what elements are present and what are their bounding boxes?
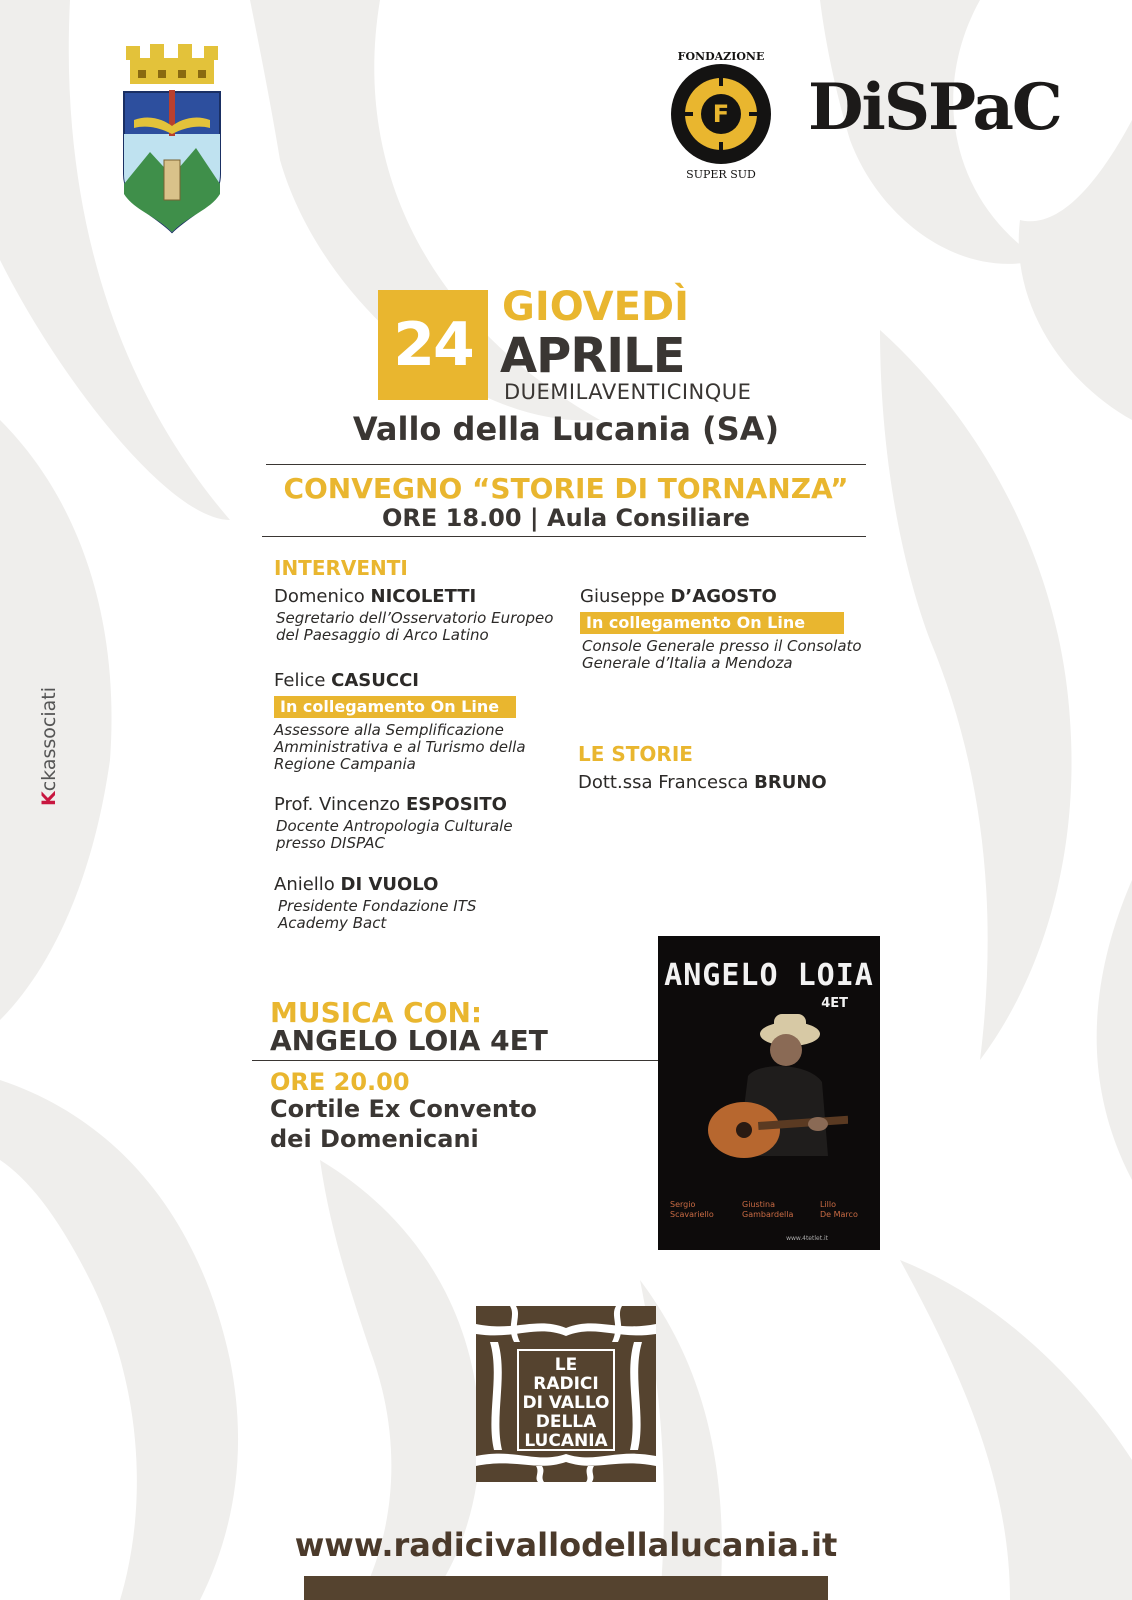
storie-name <box>578 772 827 793</box>
municipal-coat-of-arms-icon <box>120 44 224 234</box>
poster-credit <box>742 1200 793 1220</box>
speaker-last-name: ESPOSITO <box>405 794 507 815</box>
fondazione-top-text: FONDAZIONE <box>677 50 765 63</box>
divider <box>266 464 866 465</box>
speaker-first-name: Domenico <box>274 586 365 607</box>
interventi-heading: INTERVENTI <box>274 556 408 580</box>
speaker-role <box>276 818 513 852</box>
storie-heading: LE STORIE <box>578 742 693 766</box>
fondazione-bottom-text: SUPER SUD <box>686 168 756 181</box>
speaker-role-line: Presidente Fondazione ITS <box>278 897 477 915</box>
side-credit-text: ckassociati <box>38 686 60 792</box>
speaker-role-line: Assessore alla Semplificazione <box>274 721 504 739</box>
date-day: 24 <box>393 310 473 380</box>
fondazione-logo-letter: F <box>712 100 730 128</box>
speaker-last-name: NICOLETTI <box>370 586 477 607</box>
date-day-box <box>378 290 488 400</box>
speaker-last-name: D’AGOSTO <box>670 586 777 607</box>
date-weekday: GIOVEDÌ <box>502 284 690 330</box>
speaker-role <box>276 610 553 644</box>
poster-credit-line: Lillo <box>820 1200 837 1209</box>
speaker-role-line: Segretario dell’Osservatorio Europeo <box>276 609 554 627</box>
guitarist-photo <box>698 1006 848 1166</box>
speaker-first-name: Felice <box>274 670 326 691</box>
speaker-first-name: Aniello <box>274 874 335 895</box>
online-badge: In collegamento On Line <box>580 612 844 634</box>
speaker-last-name: CASUCCI <box>331 670 419 691</box>
poster-credit-line: Gambardella <box>742 1210 794 1219</box>
speaker-name <box>274 794 507 815</box>
poster-url: www.4tetlet.it <box>786 1235 828 1242</box>
convegno-title: CONVEGNO “STORIE DI TORNANZA” <box>283 472 849 505</box>
speaker-role-line: Regione Campania <box>274 755 416 773</box>
date-year: DUEMILAVENTICINQUE <box>504 380 752 404</box>
music-heading: MUSICA CON: <box>270 996 483 1029</box>
speaker-name <box>580 586 777 607</box>
poster-credit <box>820 1200 858 1220</box>
speaker-role-line: del Paesaggio di Arco Latino <box>276 626 489 644</box>
speaker-name <box>274 874 438 895</box>
poster-credit <box>670 1200 714 1220</box>
divider <box>262 536 866 537</box>
poster-credit-line: Sergio <box>670 1200 696 1209</box>
concert-poster <box>658 936 880 1250</box>
speaker-role-line: presso DISPAC <box>276 834 386 852</box>
radici-logo-text: LE RADICI DI VALLO DELLA LUCANIA <box>522 1355 610 1451</box>
speaker-first-name: Prof. Vincenzo <box>274 794 401 815</box>
footer-bar <box>304 1576 828 1600</box>
speaker-role <box>278 898 476 932</box>
speaker-last-name: DI VUOLO <box>340 874 439 895</box>
music-time: ORE 20.00 <box>270 1068 410 1096</box>
poster-credit-line: De Marco <box>820 1210 858 1219</box>
speaker-name <box>274 586 476 607</box>
dispac-logo: DiSPaC <box>808 70 1061 145</box>
poster-subtitle: 4ET <box>821 996 848 1011</box>
speaker-name <box>274 670 419 691</box>
storie-first-name: Dott.ssa Francesca <box>578 772 749 793</box>
storie-last-name: BRUNO <box>754 772 827 793</box>
speaker-role <box>274 722 526 773</box>
poster-credit-line: Giustina <box>742 1200 775 1209</box>
music-place: Cortile Ex Convento dei Domenicani <box>270 1095 537 1153</box>
speaker-role <box>582 638 862 672</box>
convegno-time-place: ORE 18.00 | Aula Consiliare <box>382 504 750 532</box>
speaker-role-line: Amministrativa e al Turismo della <box>274 738 526 756</box>
speaker-first-name: Giuseppe <box>580 586 665 607</box>
music-band: ANGELO LOIA 4ET <box>270 1024 548 1057</box>
side-credit <box>38 687 60 806</box>
poster-credit-line: Scavariello <box>670 1210 714 1219</box>
event-town: Vallo della Lucania (SA) <box>352 410 780 448</box>
speaker-role-line: Generale d’Italia a Mendoza <box>582 654 793 672</box>
website-link[interactable]: www.radicivallodellalucania.it <box>294 1526 838 1564</box>
speaker-role-line: Console Generale presso il Consolato <box>582 637 862 655</box>
divider <box>252 1060 660 1061</box>
speaker-role-line: Academy Bact <box>278 914 387 932</box>
ck-logo-mark: K <box>38 791 60 806</box>
speaker-role-line: Docente Antropologia Culturale <box>276 817 513 835</box>
poster-title: ANGELO LOIA <box>664 958 874 993</box>
fondazione-super-sud-logo <box>662 44 780 184</box>
online-badge: In collegamento On Line <box>274 696 516 718</box>
date-month: APRILE <box>500 328 685 384</box>
